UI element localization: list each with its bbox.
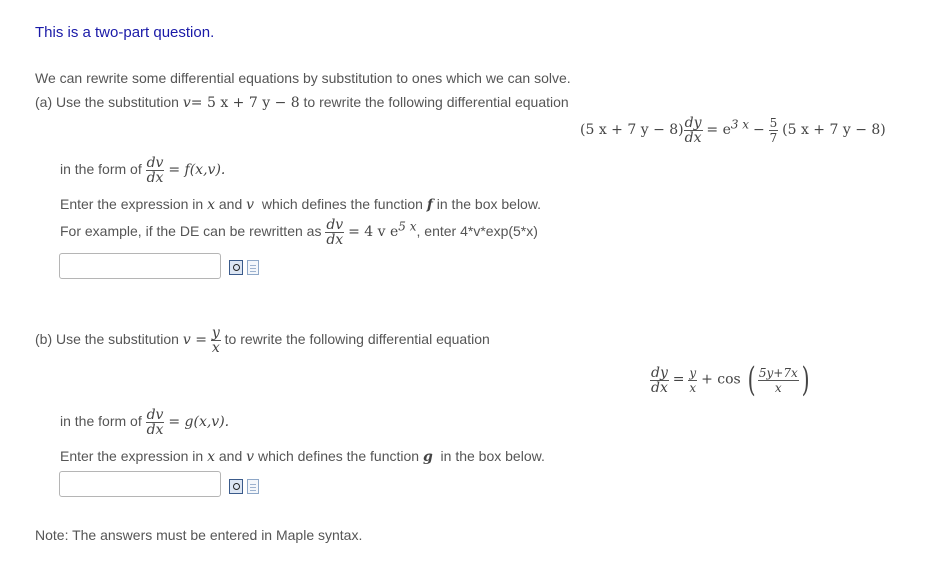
preview-icon[interactable] [229,260,243,275]
part-b-enter-text: Enter the expression in x and v which defines the function g in the box below. [60,448,545,465]
part-b-equation: $\frac{dy}{dx}$ = $\frac{y}{x}$ + cos ( $\frac{5y+7x}{x}$ ) [651,360,810,400]
part-a-answer-input[interactable] [59,253,221,279]
question-title: This is a two-part question. [35,24,215,41]
help-document-icon[interactable] [247,479,259,494]
part-b-instruction: (b) Use the substitution v = $\frac{y}{x}$ to rewrite the following differential equation [35,325,490,356]
part-a-instruction: (a) Use the substitution v= 5 x + 7 y − 8 to rewrite the following differential equation [35,94,569,111]
intro-text: We can rewrite some differential equations by substitution to ones which we can solve. [35,70,571,86]
part-b-answer-input[interactable] [59,471,221,497]
help-document-icon[interactable] [247,260,259,275]
preview-icon[interactable] [229,479,243,494]
part-a-form: in the form of $\frac{dv}{dx}$ = f(x,v). [60,155,226,186]
part-a-enter-text: Enter the expression in x and v which defines the function f in the box below. [60,196,542,213]
part-b-form: in the form of $\frac{dv}{dx}$ = g(x,v). [60,407,230,438]
maple-syntax-note: Note: The answers must be entered in Maple syntax. [35,527,363,543]
part-a-example: For example, if the DE can be rewritten as $\frac{dv}{dx}$ = 4 v $e^{5 x}$, enter 4*v*exp(5*x) [60,217,538,248]
part-a-equation: (5 x + 7 y − 8) $\frac{dy}{dx}$ = $e^{3 x}$ − $\frac{5}{7}$ (5 x + 7 y − 8) [580,115,886,146]
